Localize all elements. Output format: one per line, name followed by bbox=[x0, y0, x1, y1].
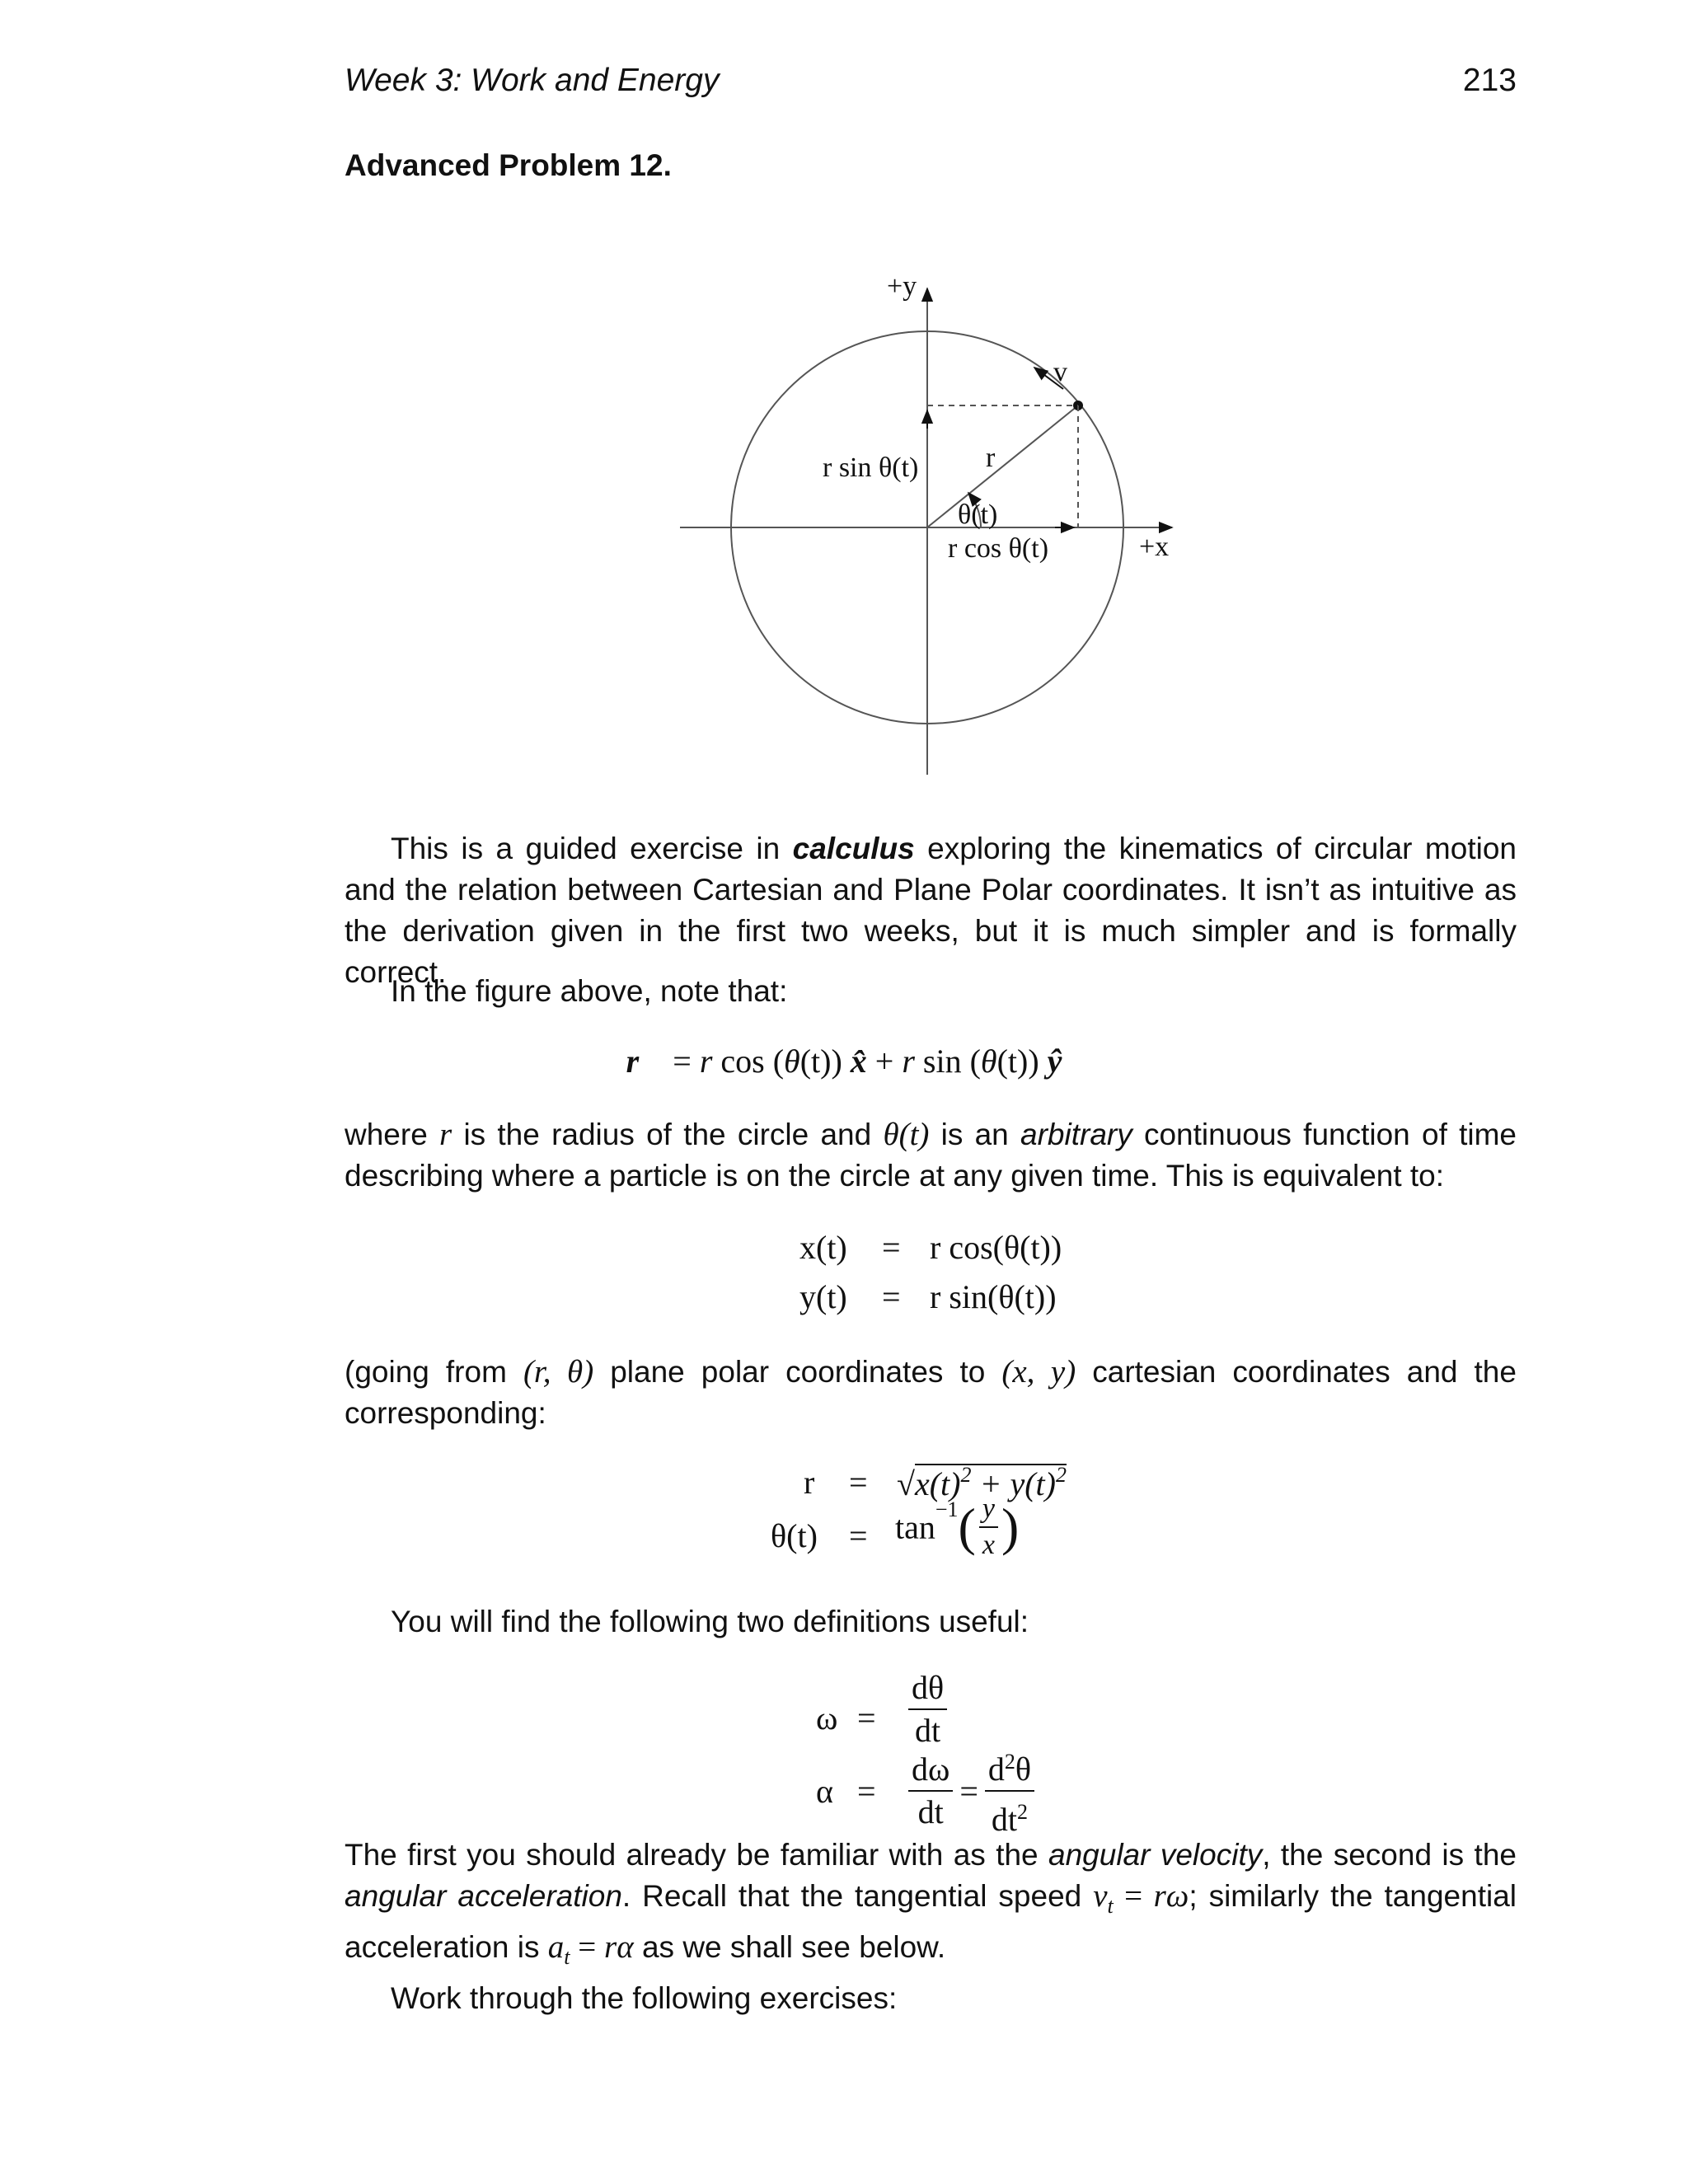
math-theta: θ(t) bbox=[883, 1117, 930, 1152]
inverse-exp: −1 bbox=[935, 1497, 959, 1522]
text: is the radius of the circle and bbox=[452, 1118, 884, 1151]
emphasis-arbitrary: arbitrary bbox=[1020, 1118, 1132, 1151]
eq-theta-equals: = bbox=[849, 1517, 868, 1554]
eq-r-lhs: r bbox=[804, 1464, 815, 1501]
eq-omega-equals: = bbox=[857, 1699, 876, 1736]
text: The first you should already be familiar with as the bbox=[345, 1838, 1049, 1872]
paragraph-note: In the figure above, note that: bbox=[391, 974, 788, 1008]
text: ; similarly the tangential acceleration is bbox=[345, 1879, 1517, 1964]
eq-theta-lhs: θ(t) bbox=[771, 1517, 818, 1554]
vec-r: r⃗ bbox=[626, 1043, 665, 1080]
text: plane polar coordinates to bbox=[593, 1355, 1002, 1389]
radius-vector bbox=[927, 405, 1078, 527]
running-title: Week 3: Work and Energy bbox=[345, 63, 720, 98]
eq-x-lhs: x(t) bbox=[799, 1229, 847, 1266]
term-y: + y(t) bbox=[971, 1465, 1056, 1502]
x-hat: x̂ bbox=[850, 1043, 867, 1080]
text: continuous function of time describing where a particle is on the circle at any given time. This is equivalent to: bbox=[345, 1118, 1517, 1193]
eq-x-equals: = bbox=[882, 1229, 901, 1266]
numerator: y bbox=[979, 1493, 998, 1528]
fraction-d2theta-dt2 bbox=[985, 1743, 1034, 1839]
text: is an bbox=[929, 1118, 1021, 1151]
label-r-sin: r sin θ(t) bbox=[823, 452, 919, 483]
sqrt-sign: √ bbox=[897, 1465, 915, 1502]
fraction-dtheta-dt bbox=[908, 1669, 947, 1750]
eq-sign: = bbox=[959, 1772, 978, 1810]
numerator: dω bbox=[908, 1750, 953, 1792]
label-v: v bbox=[1053, 357, 1067, 387]
emphasis-angular-acceleration: angular acceleration bbox=[345, 1879, 622, 1913]
page-header bbox=[345, 63, 1517, 109]
text: , the second is the bbox=[1262, 1838, 1517, 1872]
eq-y-rhs: r sin(θ(t)) bbox=[930, 1278, 1057, 1315]
math-sub-t: t bbox=[1107, 1894, 1114, 1918]
math-r-alpha: rα bbox=[604, 1929, 634, 1965]
eq-r-equals: = bbox=[849, 1464, 868, 1501]
var-r: r bbox=[902, 1043, 915, 1080]
circle-diagram-svg bbox=[659, 272, 1203, 783]
fraction-domega-dt bbox=[908, 1750, 953, 1831]
page-number: 213 bbox=[1462, 63, 1517, 98]
label-theta: θ(t) bbox=[958, 499, 998, 530]
y-hat: ŷ bbox=[1047, 1043, 1062, 1080]
eq-omega-rhs bbox=[905, 1669, 950, 1750]
text: cartesian coordinates and the corresponding: bbox=[345, 1355, 1517, 1430]
paragraph-where bbox=[345, 1114, 1517, 1197]
denominator: dt bbox=[915, 1712, 941, 1749]
plus: + bbox=[866, 1043, 903, 1080]
paragraph-exercises: Work through the following exercises: bbox=[391, 1981, 898, 2015]
theta: θ bbox=[1015, 1750, 1032, 1788]
text: exploring the kinematics of circular motion and the relation between Cartesian and Plane Polar coordinates. It isn’t as intuitive as the derivation given in the first two weeks, but it is much simpler and is formally correct. bbox=[345, 832, 1517, 989]
text: This is a guided exercise in bbox=[391, 832, 793, 865]
var-r: r bbox=[699, 1043, 713, 1080]
eq-sign: = bbox=[664, 1043, 700, 1080]
circle-diagram bbox=[659, 272, 1203, 783]
label-r: r bbox=[986, 443, 996, 473]
math-sub-t: t bbox=[564, 1945, 570, 1969]
math-r: r bbox=[439, 1117, 452, 1152]
text: . Recall that the tangential speed bbox=[621, 1879, 1094, 1913]
label-plus-x: +x bbox=[1139, 532, 1170, 562]
sin: sin ( bbox=[914, 1043, 981, 1080]
denominator: x bbox=[982, 1530, 995, 1560]
paragraph-intro bbox=[345, 828, 1517, 993]
exp: 2 bbox=[1017, 1800, 1029, 1824]
exp: 2 bbox=[1004, 1750, 1015, 1774]
left-paren: ( bbox=[958, 1497, 976, 1556]
var-theta: θ bbox=[784, 1043, 800, 1080]
math-r-theta: (r, θ) bbox=[523, 1354, 594, 1390]
math-r-omega: rω bbox=[1153, 1878, 1189, 1914]
dt: dt bbox=[991, 1801, 1018, 1838]
text: as we shall see below. bbox=[633, 1930, 946, 1964]
fraction-y-over-x bbox=[979, 1493, 998, 1561]
paragraph-definitions: You will find the following two definitions useful: bbox=[391, 1605, 1029, 1638]
denominator bbox=[985, 1792, 1034, 1839]
label-plus-y: +y bbox=[887, 272, 917, 302]
exp: 2 bbox=[1055, 1463, 1067, 1487]
paragraph-angular bbox=[345, 1835, 1517, 1978]
denominator: dt bbox=[917, 1793, 944, 1830]
math-eq: = bbox=[570, 1929, 605, 1965]
problem-title: Advanced Problem 12. bbox=[345, 148, 672, 182]
emphasis-angular-velocity: angular velocity bbox=[1048, 1838, 1263, 1872]
equation-position-vector bbox=[0, 1042, 1688, 1080]
numerator bbox=[985, 1743, 1034, 1792]
arg-t: (t)) bbox=[799, 1043, 851, 1080]
exp: 2 bbox=[960, 1463, 972, 1487]
numerator: dθ bbox=[908, 1669, 947, 1710]
paragraph-going-from bbox=[345, 1352, 1517, 1434]
term-x: x(t) bbox=[914, 1465, 961, 1502]
math-x-y: (x, y) bbox=[1001, 1354, 1076, 1390]
var-theta: θ bbox=[980, 1043, 997, 1080]
cos: cos ( bbox=[712, 1043, 785, 1080]
eq-x-rhs: r cos(θ(t)) bbox=[930, 1229, 1062, 1266]
eq-theta-rhs bbox=[895, 1493, 1019, 1561]
eq-y-equals: = bbox=[882, 1278, 901, 1315]
math-v: v bbox=[1093, 1878, 1108, 1914]
eq-omega-lhs: ω bbox=[816, 1699, 838, 1736]
emphasis-calculus: calculus bbox=[792, 832, 915, 865]
label-r-cos: r cos θ(t) bbox=[948, 533, 1049, 564]
eq-alpha-equals: = bbox=[857, 1773, 876, 1810]
eq-alpha-rhs bbox=[905, 1743, 1038, 1839]
eq-alpha-lhs: α bbox=[816, 1773, 833, 1810]
text: (going from bbox=[345, 1355, 523, 1389]
eq-y-lhs: y(t) bbox=[799, 1278, 847, 1315]
text: where bbox=[345, 1118, 440, 1151]
d: d bbox=[987, 1750, 1005, 1788]
math-eq: = bbox=[1113, 1878, 1154, 1914]
arg-t: (t)) bbox=[996, 1043, 1048, 1080]
right-paren: ) bbox=[1001, 1497, 1020, 1556]
tan: tan bbox=[895, 1508, 935, 1546]
math-a: a bbox=[547, 1929, 565, 1965]
